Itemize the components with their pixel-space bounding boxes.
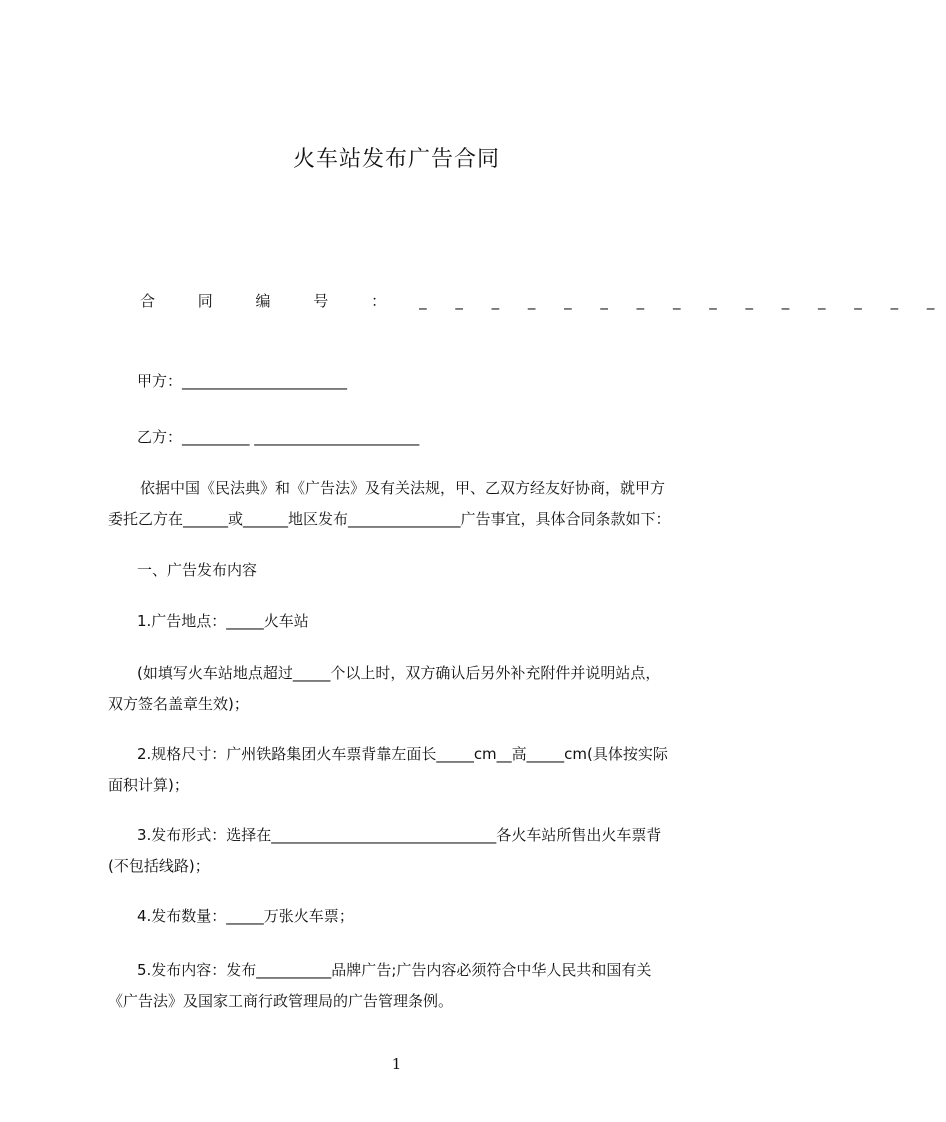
item-2-size-line-1: 2.规格尺寸：广州铁路集团火车票背靠左面长_____cm__高_____cm(具体按实际: [137, 745, 668, 763]
item-5-content-line-1: 5.发布内容：发布__________品牌广告;广告内容必须符合中华人民共和国有关: [137, 961, 652, 979]
party-b-line: 乙方：_________ ______________________: [137, 428, 420, 446]
document-title: 火车站发布广告合同: [292, 147, 500, 172]
item-3-format-line-1: 3.发布形式：选择在______________________________各火车站所售出火车票背: [137, 826, 662, 844]
item-1-note-line-2: 双方签名盖章生效)；: [108, 695, 249, 713]
item-2-size-line-2: 面积计算)；: [108, 776, 189, 794]
intro-line-2: 委托乙方在______或______地区发布_______________广告事宜，具体合同条款如下：: [108, 510, 671, 528]
item-3-format-line-2: (不包括线路)；: [108, 857, 210, 875]
section-1-heading: 一、广告发布内容: [137, 561, 258, 579]
intro-line-1: 依据中国《民法典》和《广告法》及有关法规，甲、乙双方经友好协商，就甲方: [140, 479, 666, 497]
item-1-location: 1.广告地点：_____火车站: [137, 612, 309, 630]
page-number: 1: [391, 1055, 402, 1073]
item-4-quantity: 4.发布数量：_____万张火车票；: [137, 907, 354, 925]
item-1-note-line-1: (如填写火车站地点超过_____个以上时，双方确认后另外补充附件并说明站点，: [137, 664, 661, 682]
contract-number-line: [140, 290, 946, 311]
item-5-content-line-2: 《广告法》及国家工商行政管理局的广告管理条例。: [108, 992, 454, 1010]
contract-number-blank: _ _ _ _ _ _ _ _ _ _ _ _ _ _ _: [419, 292, 946, 310]
contract-number-label: 合 同 编 号 ：: [140, 292, 406, 310]
party-a-line: 甲方：______________________: [137, 372, 348, 390]
